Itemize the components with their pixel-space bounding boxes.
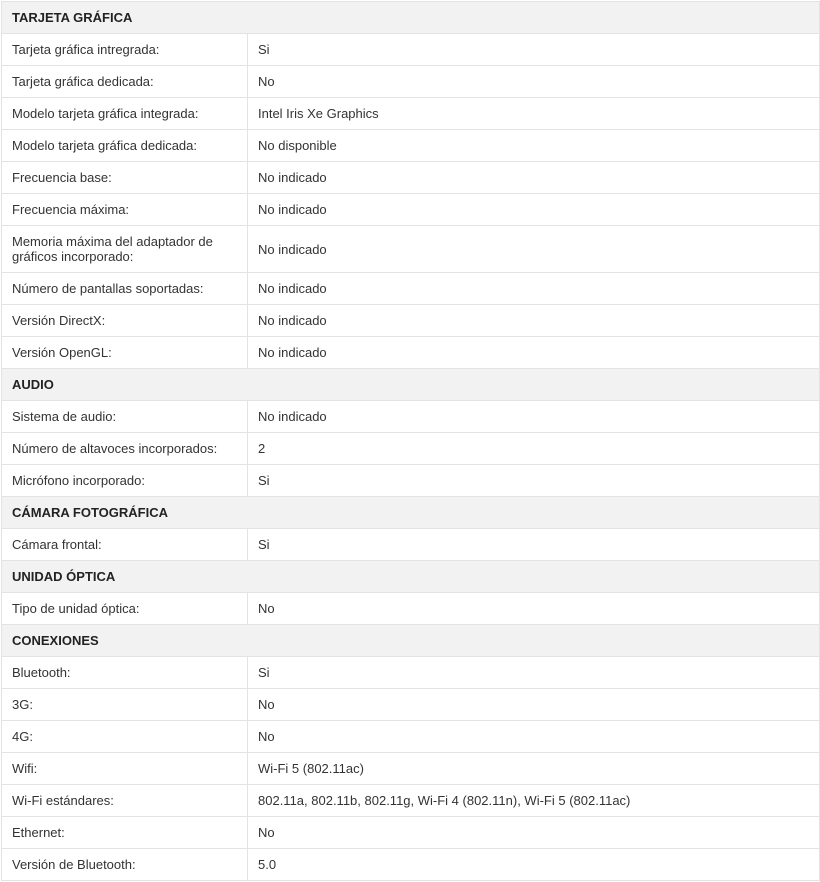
spec-value: No bbox=[248, 593, 820, 625]
spec-row bbox=[2, 785, 820, 817]
spec-value: No indicado bbox=[248, 337, 820, 369]
spec-label: 3G: bbox=[2, 689, 248, 721]
specifications-table bbox=[1, 1, 820, 881]
section-title: UNIDAD ÓPTICA bbox=[2, 561, 820, 593]
spec-label: Versión DirectX: bbox=[2, 305, 248, 337]
spec-value: Si bbox=[248, 34, 820, 66]
spec-row bbox=[2, 753, 820, 785]
spec-label: Frecuencia base: bbox=[2, 162, 248, 194]
spec-value: No bbox=[248, 817, 820, 849]
spec-label: Tarjeta gráfica intregrada: bbox=[2, 34, 248, 66]
spec-row bbox=[2, 817, 820, 849]
spec-row bbox=[2, 721, 820, 753]
spec-row bbox=[2, 162, 820, 194]
spec-row bbox=[2, 529, 820, 561]
spec-label: Modelo tarjeta gráfica integrada: bbox=[2, 98, 248, 130]
spec-value: No indicado bbox=[248, 226, 820, 273]
spec-row bbox=[2, 401, 820, 433]
section-header-audio bbox=[2, 369, 820, 401]
spec-label: Frecuencia máxima: bbox=[2, 194, 248, 226]
spec-value: No indicado bbox=[248, 305, 820, 337]
spec-value: Si bbox=[248, 465, 820, 497]
spec-row bbox=[2, 337, 820, 369]
spec-label: Modelo tarjeta gráfica dedicada: bbox=[2, 130, 248, 162]
spec-value: Intel Iris Xe Graphics bbox=[248, 98, 820, 130]
spec-value: Wi-Fi 5 (802.11ac) bbox=[248, 753, 820, 785]
spec-label: Tipo de unidad óptica: bbox=[2, 593, 248, 625]
spec-row bbox=[2, 226, 820, 273]
spec-row bbox=[2, 34, 820, 66]
section-header-connections bbox=[2, 625, 820, 657]
spec-label: Micrófono incorporado: bbox=[2, 465, 248, 497]
spec-value: No bbox=[248, 721, 820, 753]
spec-label: Número de altavoces incorporados: bbox=[2, 433, 248, 465]
section-header-optical-drive bbox=[2, 561, 820, 593]
spec-label: Bluetooth: bbox=[2, 657, 248, 689]
spec-row bbox=[2, 66, 820, 98]
spec-value: No bbox=[248, 689, 820, 721]
spec-label: Wi-Fi estándares: bbox=[2, 785, 248, 817]
spec-label: Wifi: bbox=[2, 753, 248, 785]
spec-row bbox=[2, 657, 820, 689]
spec-value: No indicado bbox=[248, 194, 820, 226]
spec-row bbox=[2, 689, 820, 721]
spec-value: No indicado bbox=[248, 273, 820, 305]
spec-row bbox=[2, 593, 820, 625]
spec-value: Si bbox=[248, 657, 820, 689]
spec-value: 802.11a, 802.11b, 802.11g, Wi-Fi 4 (802.11n), Wi-Fi 5 (802.11ac) bbox=[248, 785, 820, 817]
spec-value: 2 bbox=[248, 433, 820, 465]
section-title: TARJETA GRÁFICA bbox=[2, 2, 820, 34]
spec-label: Número de pantallas soportadas: bbox=[2, 273, 248, 305]
section-header-graphics bbox=[2, 2, 820, 34]
spec-label: Versión de Bluetooth: bbox=[2, 849, 248, 881]
spec-label: Memoria máxima del adaptador de gráficos incorporado: bbox=[2, 226, 248, 273]
section-title: CÁMARA FOTOGRÁFICA bbox=[2, 497, 820, 529]
spec-value: No indicado bbox=[248, 162, 820, 194]
spec-value: Si bbox=[248, 529, 820, 561]
spec-row bbox=[2, 98, 820, 130]
spec-value: No indicado bbox=[248, 401, 820, 433]
spec-label: Tarjeta gráfica dedicada: bbox=[2, 66, 248, 98]
spec-row bbox=[2, 273, 820, 305]
spec-row bbox=[2, 433, 820, 465]
spec-label: Cámara frontal: bbox=[2, 529, 248, 561]
spec-row bbox=[2, 305, 820, 337]
spec-label: Sistema de audio: bbox=[2, 401, 248, 433]
spec-value: 5.0 bbox=[248, 849, 820, 881]
spec-label: 4G: bbox=[2, 721, 248, 753]
spec-row bbox=[2, 130, 820, 162]
section-title: CONEXIONES bbox=[2, 625, 820, 657]
spec-value: No disponible bbox=[248, 130, 820, 162]
section-title: AUDIO bbox=[2, 369, 820, 401]
spec-label: Versión OpenGL: bbox=[2, 337, 248, 369]
spec-row bbox=[2, 465, 820, 497]
spec-row bbox=[2, 194, 820, 226]
section-header-camera bbox=[2, 497, 820, 529]
spec-label: Ethernet: bbox=[2, 817, 248, 849]
spec-value: No bbox=[248, 66, 820, 98]
spec-row bbox=[2, 849, 820, 881]
